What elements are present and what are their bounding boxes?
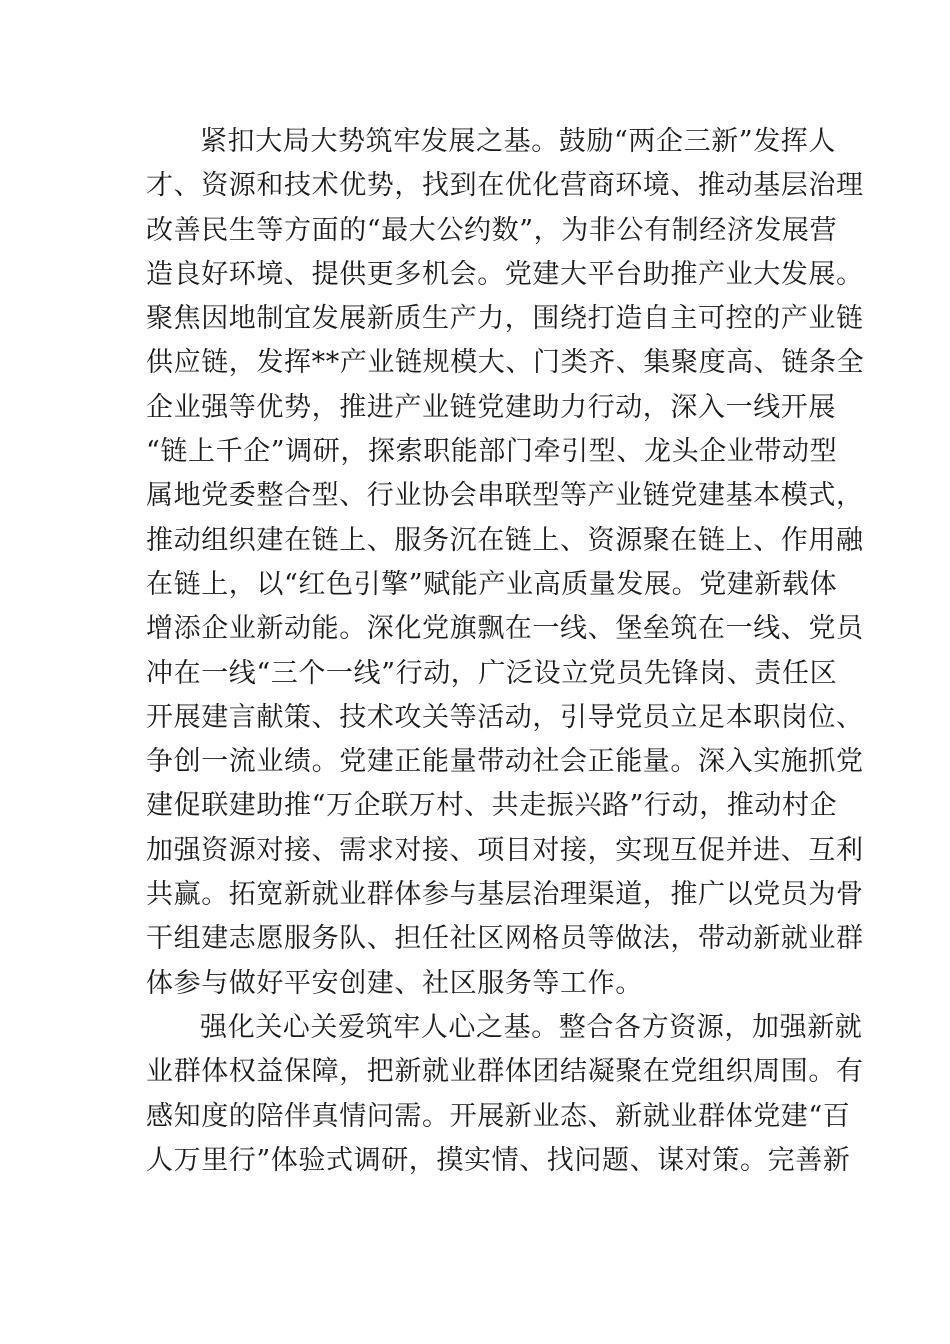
text-line: 开展建言献策、技术攻关等活动，引导党员立足本职岗位、 xyxy=(146,701,864,733)
text-line: 加强资源对接、需求对接、项目对接，实现互促并进、互利 xyxy=(146,834,864,866)
text-line: 人万里行”体验式调研，摸实情、找问题、谋对策。完善新 xyxy=(146,1144,851,1176)
text-line: 在链上，以“红色引擎”赋能产业高质量发展。党建新载体 xyxy=(146,568,838,600)
text-line: 才、资源和技术优势，找到在优化营商环境、推动基层治理 xyxy=(146,170,864,202)
text-line: 属地党委整合型、行业协会串联型等产业链党建基本模式， xyxy=(146,480,864,512)
text-line: 冲在一线“三个一线”行动，广泛设立党员先锋岗、责任区 xyxy=(146,657,838,689)
text-line: 干组建志愿服务队、担任社区网格员等做法，带动新就业群 xyxy=(146,923,864,955)
text-line: 业群体权益保障，把新就业群体团结凝聚在党组织周围。有 xyxy=(146,1056,864,1088)
text-line: 强化关心关爱筑牢人心之基。整合各方资源，加强新就 xyxy=(200,1011,863,1043)
text-line: 体参与做好平安创建、社区服务等工作。 xyxy=(146,967,643,999)
text-line: 改善民生等方面的“最大公约数”，为非公有制经济发展营 xyxy=(146,214,838,246)
text-line: 感知度的陪伴真情问需。开展新业态、新就业群体党建“百 xyxy=(146,1100,851,1132)
text-line: 聚焦因地制宜发展新质生产力，围绕打造自主可控的产业链 xyxy=(146,303,864,335)
body-text xyxy=(146,120,865,1183)
text-line: 供应链，发挥**产业链规模大、门类齐、集聚度高、链条全 xyxy=(146,347,865,379)
text-line: 紧扣大局大势筑牢发展之基。鼓励“两企三新”发挥人 xyxy=(200,126,837,157)
text-line: 共赢。拓宽新就业群体参与基层治理渠道，推广以党员为骨 xyxy=(146,879,864,911)
text-line: “链上千企”调研，探索职能部门牵引型、龙头企业带动型 xyxy=(146,436,838,468)
text-line: 造良好环境、提供更多机会。党建大平台助推产业大发展。 xyxy=(146,258,864,290)
text-line: 推动组织建在链上、服务沉在链上、资源聚在链上、作用融 xyxy=(146,524,864,556)
text-line: 争创一流业绩。党建正能量带动社会正能量。深入实施抓党 xyxy=(146,746,864,778)
text-line: 增添企业新动能。深化党旗飘在一线、堡垒筑在一线、党员 xyxy=(146,613,864,645)
text-line: 建促联建助推“万企联万村、共走振兴路”行动，推动村企 xyxy=(146,790,838,822)
text-line: 企业强等优势，推进产业链党建助力行动，深入一线开展 xyxy=(146,391,836,423)
